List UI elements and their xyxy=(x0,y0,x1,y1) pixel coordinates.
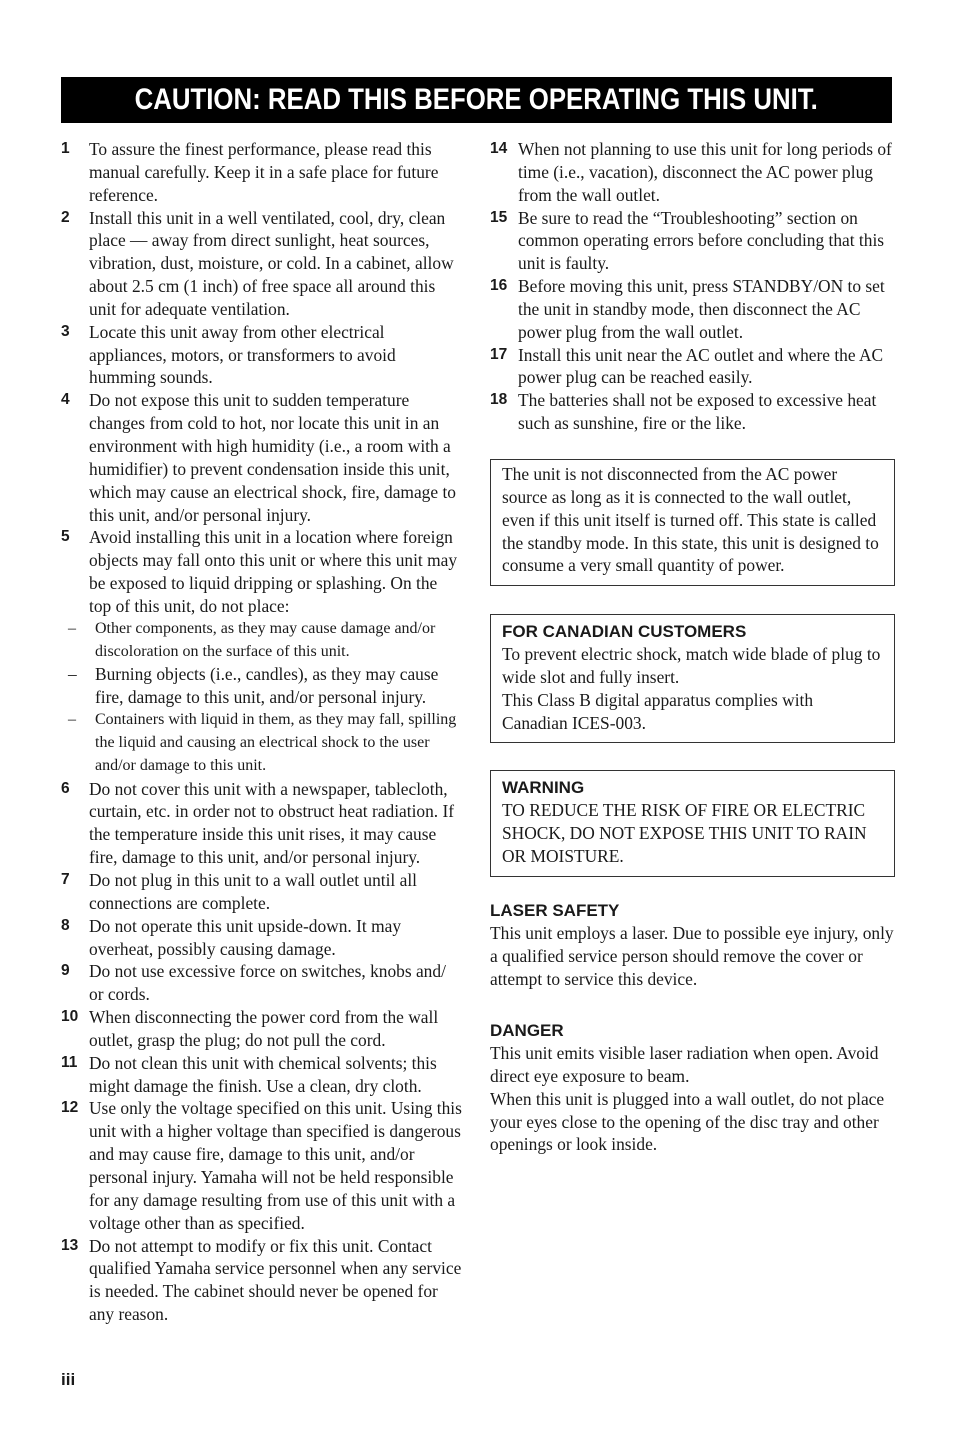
list-item xyxy=(490,207,894,276)
item-number: 18 xyxy=(490,391,508,409)
caution-banner xyxy=(61,77,892,123)
list-item xyxy=(61,915,463,961)
item-number: 9 xyxy=(61,962,70,980)
item-text: Use only the voltage specified on this unit. Using this unit with a higher voltage than specified is dangerous and may cause fire, damage to this unit, and/or personal injury. Yamaha will not be held responsible for any damage resulting from use of this unit with a voltage other than as specified. xyxy=(89,1098,462,1233)
item-number: 12 xyxy=(61,1099,79,1117)
item-number: 15 xyxy=(490,208,508,226)
laser-safety-text: This unit employs a laser. Due to possible eye injury, only a qualified service person should remove the cover or attempt to service this device. xyxy=(490,923,894,989)
item-number: 3 xyxy=(61,322,70,340)
item-number: 5 xyxy=(61,528,70,546)
dash-bullet: – xyxy=(68,664,77,685)
item-number: 10 xyxy=(61,1008,79,1026)
list-item xyxy=(61,1235,463,1326)
warning-title: WARNING xyxy=(502,778,585,797)
warning-text: TO REDUCE THE RISK OF FIRE OR ELECTRIC SHOCK, DO NOT EXPOSE THIS UNIT TO RAIN OR MOISTURE. xyxy=(502,800,867,866)
list-item xyxy=(61,960,463,1006)
item-text: Locate this unit away from other electrical appliances, motors, or transformers to avoid humming sounds. xyxy=(89,321,396,388)
item-text: Install this unit in a well ventilated, cool, dry, clean place — away from direct sunlight, heat sources, vibration, dust, moisture, or cold. In a cabinet, allow about 2.5 cm (1 inch) of free space all around this unit for adequate ventilation. xyxy=(89,207,454,319)
page-title: CAUTION: READ THIS BEFORE OPERATING THIS UNIT. xyxy=(134,83,819,116)
item-text: Install this unit near the AC outlet and where the AC power plug can be reached easily. xyxy=(518,344,884,388)
sub-list-item xyxy=(61,709,463,778)
list-item xyxy=(61,389,463,526)
standby-notice-box xyxy=(490,459,895,586)
item-text: Do not clean this unit with chemical solvents; this might damage the finish. Use a clean, dry cloth. xyxy=(89,1052,437,1096)
list-item xyxy=(61,138,463,207)
danger-text-2: When this unit is plugged into a wall outlet, do not place your eyes close to the opening of the disc tray and other openings or look inside. xyxy=(490,1088,885,1155)
dash-bullet: – xyxy=(68,711,76,729)
canadian-customers-box xyxy=(490,614,895,743)
item-text: The batteries shall not be exposed to excessive heat such as sunshine, fire or the like. xyxy=(518,390,877,434)
list-item xyxy=(490,138,894,207)
list-item xyxy=(61,778,463,869)
laser-safety-title: LASER SAFETY xyxy=(490,901,620,920)
canadian-customers-title: FOR CANADIAN CUSTOMERS xyxy=(502,622,747,641)
warning-box xyxy=(490,770,895,877)
list-item xyxy=(61,1097,463,1234)
item-text: Before moving this unit, press STANDBY/ON to set the unit in standby mode, then disconnect the AC power plug from the wall outlet. xyxy=(518,276,885,342)
sub-item-text: Other components, as they may cause damage and/or discoloration on the surface of this unit. xyxy=(95,619,436,660)
list-item xyxy=(61,1006,463,1052)
danger-text-1: This unit emits visible laser radiation when open. Avoid direct eye exposure to beam. xyxy=(490,1043,879,1086)
item-text: When not planning to use this unit for long periods of time (i.e., vacation), disconnect the AC power plug from the wall outlet. xyxy=(518,139,892,205)
item-text: To assure the finest performance, please read this manual carefully. Keep it in a safe place for future reference. xyxy=(89,139,439,205)
item-text: Do not operate this unit upside-down. It may overheat, possibly causing damage. xyxy=(89,915,402,959)
list-item xyxy=(61,321,463,390)
item-text: Be sure to read the “Troubleshooting” section on common operating errors before concluding that this unit is faulty. xyxy=(518,207,885,274)
sub-list-item xyxy=(61,618,463,664)
item-number: 1 xyxy=(61,140,70,157)
item-number: 4 xyxy=(61,391,70,409)
canadian-customers-text-2: This Class B digital apparatus complies with Canadian ICES-003. xyxy=(502,689,814,733)
list-item xyxy=(61,207,463,321)
list-item xyxy=(490,275,894,344)
item-text: Do not plug in this unit to a wall outlet until all connections are complete. xyxy=(89,870,417,913)
page-number: iii xyxy=(61,1370,76,1389)
item-text: Do not use excessive force on switches, knobs and/ or cords. xyxy=(89,961,446,1005)
left-column xyxy=(61,138,463,1326)
sub-item-text: Containers with liquid in them, as they may fall, spilling the liquid and causing an electrical shock to the user and/or damage to this unit. xyxy=(95,711,457,774)
item-number: 2 xyxy=(61,208,70,226)
dash-bullet: – xyxy=(68,619,76,637)
list-item xyxy=(490,344,894,390)
sub-list xyxy=(61,618,463,778)
laser-safety-section xyxy=(490,900,894,991)
item-text: Do not attempt to modify or fix this unit. Contact qualified Yamaha service personnel when any service is needed. The cabinet should never be opened for any reason. xyxy=(89,1235,462,1325)
canadian-customers-text-1: To prevent electric shock, match wide blade of plug to wide slot and fully insert. xyxy=(502,644,881,687)
item-text: Do not cover this unit with a newspaper, tablecloth, curtain, etc. in order not to obstruct heat radiation. If the temperature inside this unit rises, it may cause fire, damage to this unit, and/or personal injury. xyxy=(89,778,455,868)
list-item xyxy=(490,389,894,435)
item-text: Do not expose this unit to sudden temperature changes from cold to hot, nor locate this unit in an environment with high humidity (i.e., a room with a humidifier) to prevent condensation inside this unit, which may cause an electrical shock, fire, damage to this unit, and/or personal injury. xyxy=(89,390,456,525)
sub-item-text: Burning objects (i.e., candles), as they may cause fire, damage to this unit, and/or personal injury. xyxy=(95,664,439,708)
right-column xyxy=(490,138,894,435)
danger-title: DANGER xyxy=(490,1021,564,1040)
standby-notice-text: The unit is not disconnected from the AC power source as long as it is connected to the wall outlet, even if this unit itself is turned off. This state is called the standby mode. In this state, this unit is designed to consume a very small quantity of power. xyxy=(502,464,879,576)
item-number: 7 xyxy=(61,871,70,888)
danger-section xyxy=(490,1020,894,1156)
item-number: 17 xyxy=(490,345,508,363)
item-text: Avoid installing this unit in a location where foreign objects may fall onto this unit or where this unit may be exposed to liquid dripping or splashing. On the top of this unit, do not place: xyxy=(89,527,458,616)
list-item xyxy=(61,1052,463,1098)
sub-list-item xyxy=(61,663,463,709)
list-item xyxy=(61,526,463,617)
item-number: 8 xyxy=(61,916,70,934)
item-number: 11 xyxy=(61,1053,78,1071)
item-number: 16 xyxy=(490,277,508,295)
item-number: 6 xyxy=(61,779,70,797)
item-number: 14 xyxy=(490,140,508,157)
item-text: When disconnecting the power cord from the wall outlet, grasp the plug; do not pull the cord. xyxy=(89,1007,439,1050)
list-item xyxy=(61,869,463,915)
item-number: 13 xyxy=(61,1236,79,1254)
